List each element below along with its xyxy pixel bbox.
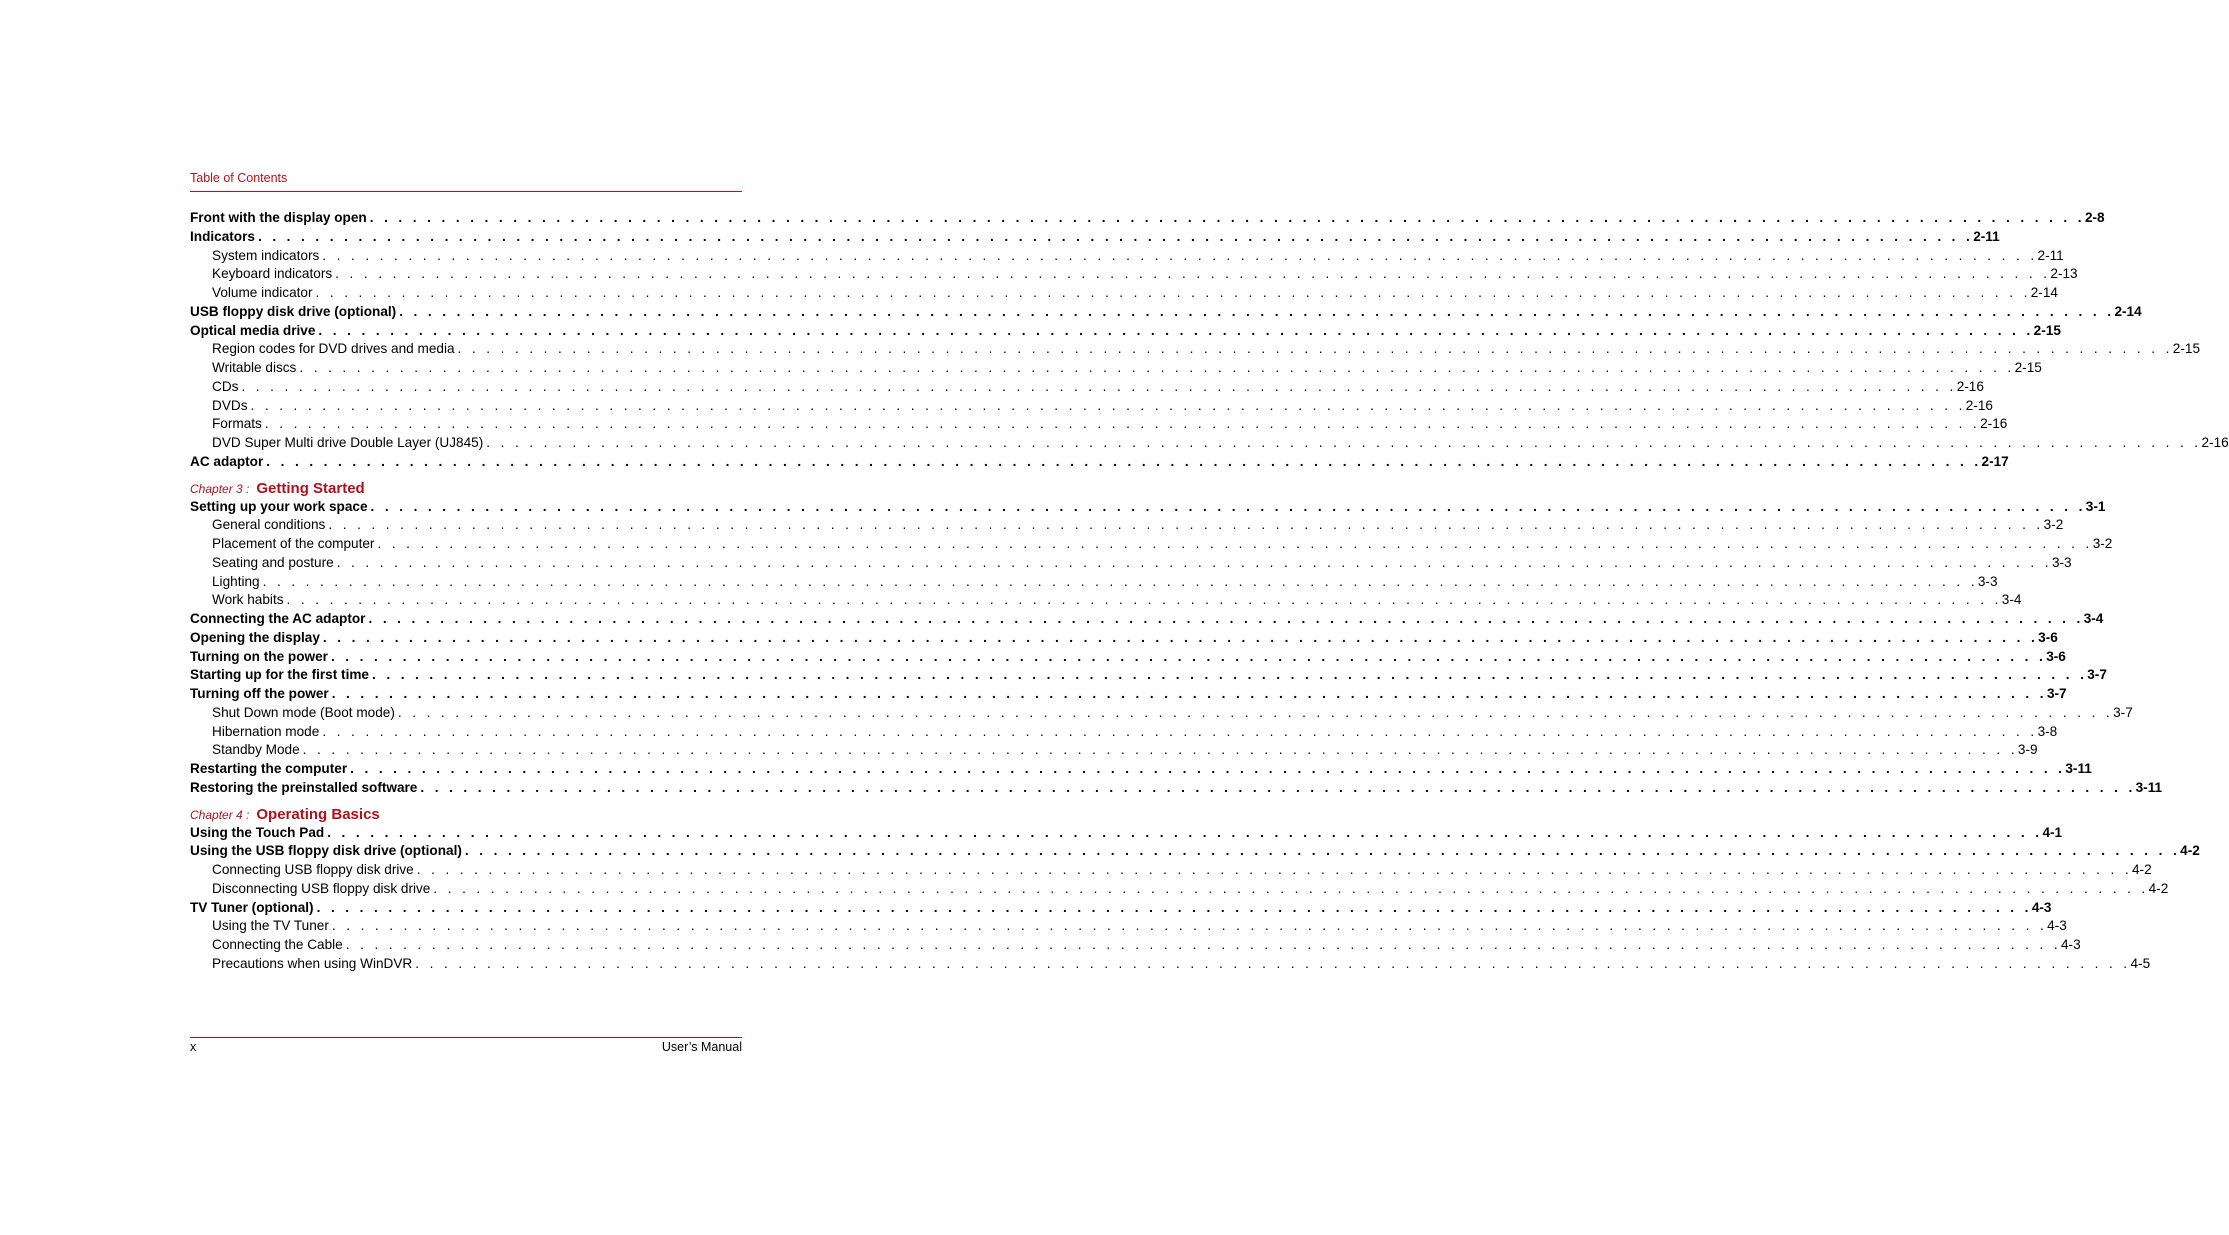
- toc-entry-page: 3-7: [2113, 704, 2133, 720]
- toc-entry-title: Restarting the computer: [190, 761, 348, 776]
- toc-entry[interactable]: [190, 666, 2107, 685]
- dot-leader: . . . . . . . . . . . . . . . . . . . . . . . . . . . . . . . . . . . . . . . . . . . . . . . . . . . . . . . . . . . . . . . . . . . . . . . . . . . . . . . . . . . . . . . . . . . . . . . . . . . . . . . . . . . . . . . . . . . . . . . .: [322, 723, 2038, 739]
- toc-entry-title: Region codes for DVD drives and media: [212, 341, 455, 357]
- toc-entry[interactable]: [190, 648, 2066, 667]
- dot-leader: . . . . . . . . . . . . . . . . . . . . . . . . . . . . . . . . . . . . . . . . . . . . . . . . . . . . . . . . . . . . . . . . . . . . . . . . . . . . . . . . . . . . . . . . . . . . . . . . . . . . . . . . . . . . . . . . . . . . . . . .: [241, 378, 1957, 394]
- toc-entry-title: Opening the display: [190, 629, 320, 645]
- toc-entry-page: 4-2: [2132, 862, 2152, 877]
- toc-entry-page: 4-2: [2180, 843, 2200, 859]
- dot-leader: . . . . . . . . . . . . . . . . . . . . . . . . . . . . . . . . . . . . . . . . . . . . . . . . . . . . . . . . . . . . . . . . . . . . . . . . . . . . . . . . . . . . . . . . . . . . . . . . . . . . . . . . . . . . . . . . . . . . . . . .: [416, 862, 2132, 877]
- toc-entry-page: 4-1: [2042, 824, 2063, 840]
- dot-leader: . . . . . . . . . . . . . . . . . . . . . . . . . . . . . . . . . . . . . . . . . . . . . . . . . . . . . . . . . . . . . . . . . . . . . . . . . . . . . . . . . . . . . . . . . . . . . . . . . . . . . . . . . . . . . . . . . . . . . . . .: [264, 416, 1981, 432]
- toc-entry-page: 3-7: [2087, 667, 2107, 683]
- dot-leader: . . . . . . . . . . . . . . . . . . . . . . . . . . . . . . . . . . . . . . . . . . . . . . . . . . . . . . . . . . . . . . . . . . . . . . . . . . . . . . . . . . . . . . . . . . . . . . . . . . . . . . . . . . . . . . . . . . . . . . . .: [316, 899, 2032, 915]
- toc-entry-page: 2-11: [2037, 247, 2064, 263]
- dot-leader: . . . . . . . . . . . . . . . . . . . . . . . . . . . . . . . . . . . . . . . . . . . . . . . . . . . . . . . . . . . . . . . . . . . . . . . . . . . . . . . . . . . . . . . . . . . . . . . . . . . . . . . . . . . . . . . . . . . . . . . .: [330, 648, 2047, 664]
- toc-entry[interactable]: [190, 861, 2152, 880]
- dot-leader: . . . . . . . . . . . . . . . . . . . . . . . . . . . . . . . . . . . . . . . . . . . . . . . . . . . . . . . . . . . . . . . . . . . . . . . . . . . . . . . . . . . . . . . . . . . . . . . . . . . . . . . . . . . . . . . . . . . . . . . .: [399, 303, 2115, 319]
- toc-entry-page: 3-8: [2037, 723, 2058, 739]
- dot-leader: . . . . . . . . . . . . . . . . . . . . . . . . . . . . . . . . . . . . . . . . . . . . . . . . . . . . . . . . . . . . . . . . . . . . . . . . . . . . . . . . . . . . . . . . . . . . . . . . . . . . . . . . . . . . . . . . . . . . . . . .: [397, 704, 2114, 720]
- dot-leader: . . . . . . . . . . . . . . . . . . . . . . . . . . . . . . . . . . . . . . . . . . . . . . . . . . . . . . . . . . . . . . . . . . . . . . . . . . . . . . . . . . . . . . . . . . . . . . . . . . . . . . . . . . . . . . . . . . . . . . . .: [302, 742, 2018, 758]
- toc-entry-title: Using the Touch Pad: [190, 824, 325, 840]
- toc-entry[interactable]: [190, 610, 2104, 629]
- toc-entry-page: 4-3: [2061, 937, 2081, 952]
- dot-leader: . . . . . . . . . . . . . . . . . . . . . . . . . . . . . . . . . . . . . . . . . . . . . . . . . . . . . . . . . . . . . . . . . . . . . . . . . . . . . . . . . . . . . . . . . . . . . . . . . . . . . . . . . . . . . . . . . . . . . . . .: [415, 955, 2131, 971]
- toc-entry[interactable]: [190, 842, 2200, 861]
- toc-entry[interactable]: [190, 434, 2229, 453]
- toc-entry[interactable]: [190, 955, 2151, 974]
- toc-entry-title: Precautions when using WinDVR: [212, 955, 413, 971]
- toc-entry-title: Setting up your work space: [190, 498, 368, 514]
- dot-leader: . . . . . . . . . . . . . . . . . . . . . . . . . . . . . . . . . . . . . . . . . . . . . . . . . . . . . . . . . . . . . . . . . . . . . . . . . . . . . . . . . . . . . . . . . . . . . . . . . . . . . . . . . . . . . . . . . . . . . . . .: [486, 435, 2202, 450]
- dot-leader: . . . . . . . . . . . . . . . . . . . . . . . . . . . . . . . . . . . . . . . . . . . . . . . . . . . . . . . . . . . . . . . . . . . . . . . . . . . . . . . . . . . . . . . . . . . . . . . . . . . . . . . . . . . . . . . . . . . . . . . .: [257, 228, 1974, 244]
- chapter-heading: [190, 805, 742, 824]
- toc-entry-page: 4-3: [2031, 899, 2052, 915]
- toc-entry-page: 3-4: [2001, 592, 2022, 608]
- toc-entry-page: 2-14: [2030, 285, 2058, 300]
- chapter-label: Chapter 3 :: [190, 481, 250, 496]
- toc-entry-page: 2-16: [2201, 435, 2229, 450]
- dot-leader: . . . . . . . . . . . . . . . . . . . . . . . . . . . . . . . . . . . . . . . . . . . . . . . . . . . . . . . . . . . . . . . . . . . . . . . . . . . . . . . . . . . . . . . . . . . . . . . . . . . . . . . . . . . . . . . . . . . . . . . .: [331, 686, 2047, 701]
- toc-entry[interactable]: [190, 573, 1998, 592]
- toc-entry[interactable]: [190, 741, 2038, 760]
- toc-entry-title: TV Tuner (optional): [190, 899, 314, 915]
- toc-entry[interactable]: [190, 591, 2022, 610]
- toc-entry[interactable]: [190, 516, 2064, 535]
- toc-entry-page: 3-9: [2017, 742, 2038, 758]
- toc-entry-title: System indicators: [212, 247, 320, 263]
- toc-entry-title: Connecting USB floppy disk drive: [212, 862, 414, 877]
- toc-entry[interactable]: [190, 535, 2113, 554]
- toc-entry[interactable]: [190, 397, 1993, 416]
- dot-leader: . . . . . . . . . . . . . . . . . . . . . . . . . . . . . . . . . . . . . . . . . . . . . . . . . . . . . . . . . . . . . . . . . . . . . . . . . . . . . . . . . . . . . . . . . . . . . . . . . . . . . . . . . . . . . . . . . . . . . . . .: [372, 667, 2088, 683]
- toc-entry-page: 3-3: [2051, 554, 2072, 570]
- toc-entry-title: Shut Down mode (Boot mode): [212, 704, 395, 720]
- toc-entry-title: Connecting the Cable: [212, 937, 343, 952]
- dot-leader: . . . . . . . . . . . . . . . . . . . . . . . . . . . . . . . . . . . . . . . . . . . . . . . . . . . . . . . . . . . . . . . . . . . . . . . . . . . . . . . . . . . . . . . . . . . . . . . . . . . . . . . . . . . . . . . . . . . . . . . .: [322, 247, 2038, 263]
- toc-entry[interactable]: [190, 247, 2064, 266]
- toc-entry-title: General conditions: [212, 517, 326, 533]
- dot-leader: . . . . . . . . . . . . . . . . . . . . . . . . . . . . . . . . . . . . . . . . . . . . . . . . . . . . . . . . . . . . . . . . . . . . . . . . . . . . . . . . . . . . . . . . . . . . . . . . . . . . . . . . . . . . . . . . . . . . . . . .: [377, 536, 2093, 551]
- table-of-contents: [190, 209, 2229, 974]
- toc-entry-title: Disconnecting USB floppy disk drive: [212, 880, 431, 896]
- toc-entry-page: 2-16: [1965, 397, 1993, 413]
- toc-entry-title: Turning on the power: [190, 648, 328, 664]
- dot-leader: . . . . . . . . . . . . . . . . . . . . . . . . . . . . . . . . . . . . . . . . . . . . . . . . . . . . . . . . . . . . . . . . . . . . . . . . . . . . . . . . . . . . . . . . . . . . . . . . . . . . . . . . . . . . . . . . . . . . . . . .: [370, 498, 2086, 514]
- toc-entry[interactable]: [190, 760, 2092, 779]
- toc-entry[interactable]: [190, 899, 2052, 918]
- toc-entry-page: 2-17: [1981, 453, 2009, 469]
- toc-entry-title: Restoring the preinstalled software: [190, 779, 418, 795]
- toc-entry[interactable]: [190, 554, 2072, 573]
- toc-entry-title: DVD Super Multi drive Double Layer (UJ845): [212, 435, 484, 450]
- dot-leader: . . . . . . . . . . . . . . . . . . . . . . . . . . . . . . . . . . . . . . . . . . . . . . . . . . . . . . . . . . . . . . . . . . . . . . . . . . . . . . . . . . . . . . . . . . . . . . . . . . . . . . . . . . . . . . . . . . . . . . . .: [457, 341, 2173, 357]
- page-number: x: [190, 1040, 197, 1054]
- toc-entry-page: 2-15: [2172, 341, 2201, 357]
- toc-entry-title: Formats: [212, 416, 262, 432]
- toc-entry[interactable]: [190, 228, 2000, 247]
- toc-entry-title: DVDs: [212, 397, 248, 413]
- toc-entry-page: 3-2: [2043, 517, 2064, 533]
- dot-leader: . . . . . . . . . . . . . . . . . . . . . . . . . . . . . . . . . . . . . . . . . . . . . . . . . . . . . . . . . . . . . . . . . . . . . . . . . . . . . . . . . . . . . . . . . . . . . . . . . . . . . . . . . . . . . . . . . . . . . . . .: [318, 322, 2034, 338]
- dot-leader: . . . . . . . . . . . . . . . . . . . . . . . . . . . . . . . . . . . . . . . . . . . . . . . . . . . . . . . . . . . . . . . . . . . . . . . . . . . . . . . . . . . . . . . . . . . . . . . . . . . . . . . . . . . . . . . . . . . . . . . .: [286, 592, 2002, 608]
- toc-entry-title: Front with the display open: [190, 210, 367, 225]
- toc-entry-page: 2-16: [1956, 378, 1984, 394]
- dot-leader: . . . . . . . . . . . . . . . . . . . . . . . . . . . . . . . . . . . . . . . . . . . . . . . . . . . . . . . . . . . . . . . . . . . . . . . . . . . . . . . . . . . . . . . . . . . . . . . . . . . . . . . . . . . . . . . . . . . . . . . .: [368, 611, 2084, 626]
- toc-entry-page: 3-11: [2065, 761, 2092, 776]
- dot-leader: . . . . . . . . . . . . . . . . . . . . . . . . . . . . . . . . . . . . . . . . . . . . . . . . . . . . . . . . . . . . . . . . . . . . . . . . . . . . . . . . . . . . . . . . . . . . . . . . . . . . . . . . . . . . . . . . . . . . . . . .: [328, 517, 2044, 533]
- toc-entry-page: 4-3: [2047, 918, 2067, 934]
- toc-entry-title: Using the USB floppy disk drive (optional): [190, 843, 462, 859]
- toc-entry-title: Hibernation mode: [212, 723, 320, 739]
- toc-entry-title: AC adaptor: [190, 453, 264, 469]
- dot-leader: . . . . . . . . . . . . . . . . . . . . . . . . . . . . . . . . . . . . . . . . . . . . . . . . . . . . . . . . . . . . . . . . . . . . . . . . . . . . . . . . . . . . . . . . . . . . . . . . . . . . . . . . . . . . . . . . . . . . . . . .: [299, 360, 2015, 375]
- toc-entry-page: 4-2: [2148, 880, 2169, 896]
- toc-entry[interactable]: [190, 378, 1984, 397]
- toc-entry[interactable]: [190, 629, 2058, 648]
- toc-entry-page: 2-16: [1980, 416, 2008, 432]
- dot-leader: . . . . . . . . . . . . . . . . . . . . . . . . . . . . . . . . . . . . . . . . . . . . . . . . . . . . . . . . . . . . . . . . . . . . . . . . . . . . . . . . . . . . . . . . . . . . . . . . . . . . . . . . . . . . . . . . . . . . . . . .: [262, 573, 1978, 589]
- dot-leader: . . . . . . . . . . . . . . . . . . . . . . . . . . . . . . . . . . . . . . . . . . . . . . . . . . . . . . . . . . . . . . . . . . . . . . . . . . . . . . . . . . . . . . . . . . . . . . . . . . . . . . . . . . . . . . . . . . . . . . . .: [266, 453, 1982, 469]
- dot-leader: . . . . . . . . . . . . . . . . . . . . . . . . . . . . . . . . . . . . . . . . . . . . . . . . . . . . . . . . . . . . . . . . . . . . . . . . . . . . . . . . . . . . . . . . . . . . . . . . . . . . . . . . . . . . . . . . . . . . . . . .: [322, 629, 2039, 645]
- dot-leader: . . . . . . . . . . . . . . . . . . . . . . . . . . . . . . . . . . . . . . . . . . . . . . . . . . . . . . . . . . . . . . . . . . . . . . . . . . . . . . . . . . . . . . . . . . . . . . . . . . . . . . . . . . . . . . . . . . . . . . . .: [464, 843, 2181, 859]
- toc-entry-page: 2-15: [2014, 360, 2042, 375]
- running-header: Table of Contents: [190, 171, 288, 185]
- dot-leader: . . . . . . . . . . . . . . . . . . . . . . . . . . . . . . . . . . . . . . . . . . . . . . . . . . . . . . . . . . . . . . . . . . . . . . . . . . . . . . . . . . . . . . . . . . . . . . . . . . . . . . . . . . . . . . . . . . . . . . . .: [420, 779, 2136, 795]
- toc-entry[interactable]: [190, 453, 2009, 472]
- toc-entry-title: Using the TV Tuner: [212, 918, 329, 934]
- chapter-title[interactable]: Operating Basics: [256, 805, 380, 823]
- dot-leader: . . . . . . . . . . . . . . . . . . . . . . . . . . . . . . . . . . . . . . . . . . . . . . . . . . . . . . . . . . . . . . . . . . . . . . . . . . . . . . . . . . . . . . . . . . . . . . . . . . . . . . . . . . . . . . . . . . . . . . . .: [250, 397, 1966, 413]
- toc-entry-title: Optical media drive: [190, 322, 316, 338]
- toc-entry-page: 3-4: [2083, 611, 2104, 626]
- toc-entry[interactable]: [190, 209, 2105, 228]
- toc-entry-title: USB floppy disk drive (optional): [190, 303, 397, 319]
- toc-entry[interactable]: [190, 284, 2058, 303]
- toc-entry[interactable]: [190, 880, 2169, 899]
- toc-entry-page: 2-14: [2114, 303, 2142, 319]
- toc-entry-title: Lighting: [212, 573, 260, 589]
- toc-entry-title: Connecting the AC adaptor: [190, 611, 366, 626]
- toc-entry-title: CDs: [212, 378, 239, 394]
- toc-entry-title: Seating and posture: [212, 554, 334, 570]
- toc-entry-page: 3-7: [2046, 686, 2067, 701]
- toc-entry-page: 3-1: [2085, 498, 2106, 514]
- toc-entry[interactable]: [190, 723, 2058, 742]
- chapter-heading: [190, 479, 742, 498]
- toc-entry-page: 3-11: [2135, 779, 2163, 795]
- toc-entry-page: 3-2: [2092, 536, 2113, 551]
- dot-leader: . . . . . . . . . . . . . . . . . . . . . . . . . . . . . . . . . . . . . . . . . . . . . . . . . . . . . . . . . . . . . . . . . . . . . . . . . . . . . . . . . . . . . . . . . . . . . . . . . . . . . . . . . . . . . . . . . . . . . . . .: [327, 824, 2043, 840]
- toc-entry-page: 2-15: [2033, 322, 2061, 338]
- toc-entry[interactable]: [190, 685, 2067, 704]
- manual-title: User’s Manual: [661, 1040, 742, 1054]
- header-rule: [190, 191, 742, 192]
- toc-entry-title: Placement of the computer: [212, 536, 375, 551]
- dot-leader: . . . . . . . . . . . . . . . . . . . . . . . . . . . . . . . . . . . . . . . . . . . . . . . . . . . . . . . . . . . . . . . . . . . . . . . . . . . . . . . . . . . . . . . . . . . . . . . . . . . . . . . . . . . . . . . . . . . . . . . .: [331, 918, 2048, 934]
- toc-entry[interactable]: [190, 704, 2133, 723]
- toc-entry[interactable]: [190, 936, 2081, 955]
- toc-entry[interactable]: [190, 917, 2067, 936]
- toc-entry[interactable]: [190, 303, 2142, 322]
- toc-entry-title: Keyboard indicators: [212, 266, 333, 282]
- chapter-title[interactable]: Getting Started: [256, 479, 365, 497]
- toc-entry-page: 3-6: [2038, 629, 2058, 645]
- chapter-label: Chapter 4 :: [190, 807, 250, 822]
- toc-entry-title: Turning off the power: [190, 686, 329, 701]
- toc-entry[interactable]: [190, 322, 2061, 341]
- footer-rule: [190, 1037, 742, 1038]
- toc-entry-page: 4-5: [2130, 955, 2151, 971]
- dot-leader: . . . . . . . . . . . . . . . . . . . . . . . . . . . . . . . . . . . . . . . . . . . . . . . . . . . . . . . . . . . . . . . . . . . . . . . . . . . . . . . . . . . . . . . . . . . . . . . . . . . . . . . . . . . . . . . . . . . . . . . .: [315, 285, 2031, 300]
- toc-entry-title: Starting up for the first time: [190, 667, 369, 683]
- toc-entry[interactable]: [190, 340, 2201, 359]
- toc-entry-page: 3-3: [1977, 573, 1998, 589]
- toc-entry-title: Work habits: [212, 592, 284, 608]
- dot-leader: . . . . . . . . . . . . . . . . . . . . . . . . . . . . . . . . . . . . . . . . . . . . . . . . . . . . . . . . . . . . . . . . . . . . . . . . . . . . . . . . . . . . . . . . . . . . . . . . . . . . . . . . . . . . . . . . . . . . . . . .: [335, 266, 2051, 282]
- toc-entry[interactable]: [190, 265, 2078, 284]
- toc-entry-title: Standby Mode: [212, 742, 300, 758]
- dot-leader: . . . . . . . . . . . . . . . . . . . . . . . . . . . . . . . . . . . . . . . . . . . . . . . . . . . . . . . . . . . . . . . . . . . . . . . . . . . . . . . . . . . . . . . . . . . . . . . . . . . . . . . . . . . . . . . . . . . . . . . .: [345, 937, 2061, 952]
- toc-entry-page: 2-11: [1973, 228, 2000, 244]
- toc-entry[interactable]: [190, 779, 2163, 798]
- toc-entry-page: 3-6: [2046, 648, 2066, 664]
- toc-entry-title: Volume indicator: [212, 285, 313, 300]
- toc-entry-page: 2-8: [2084, 210, 2105, 225]
- toc-entry[interactable]: [190, 498, 2106, 517]
- toc-entry-title: Indicators: [190, 228, 255, 244]
- toc-entry-page: 2-13: [2050, 266, 2078, 282]
- toc-entry[interactable]: [190, 415, 2008, 434]
- toc-entry[interactable]: [190, 359, 2042, 378]
- dot-leader: . . . . . . . . . . . . . . . . . . . . . . . . . . . . . . . . . . . . . . . . . . . . . . . . . . . . . . . . . . . . . . . . . . . . . . . . . . . . . . . . . . . . . . . . . . . . . . . . . . . . . . . . . . . . . . . . . . . . . . . .: [350, 761, 2066, 776]
- dot-leader: . . . . . . . . . . . . . . . . . . . . . . . . . . . . . . . . . . . . . . . . . . . . . . . . . . . . . . . . . . . . . . . . . . . . . . . . . . . . . . . . . . . . . . . . . . . . . . . . . . . . . . . . . . . . . . . . . . . . . . . .: [336, 554, 2052, 570]
- dot-leader: . . . . . . . . . . . . . . . . . . . . . . . . . . . . . . . . . . . . . . . . . . . . . . . . . . . . . . . . . . . . . . . . . . . . . . . . . . . . . . . . . . . . . . . . . . . . . . . . . . . . . . . . . . . . . . . . . . . . . . . .: [433, 880, 2149, 896]
- toc-entry[interactable]: [190, 824, 2063, 843]
- dot-leader: . . . . . . . . . . . . . . . . . . . . . . . . . . . . . . . . . . . . . . . . . . . . . . . . . . . . . . . . . . . . . . . . . . . . . . . . . . . . . . . . . . . . . . . . . . . . . . . . . . . . . . . . . . . . . . . . . . . . . . . .: [369, 210, 2085, 225]
- toc-entry-title: Writable discs: [212, 360, 297, 375]
